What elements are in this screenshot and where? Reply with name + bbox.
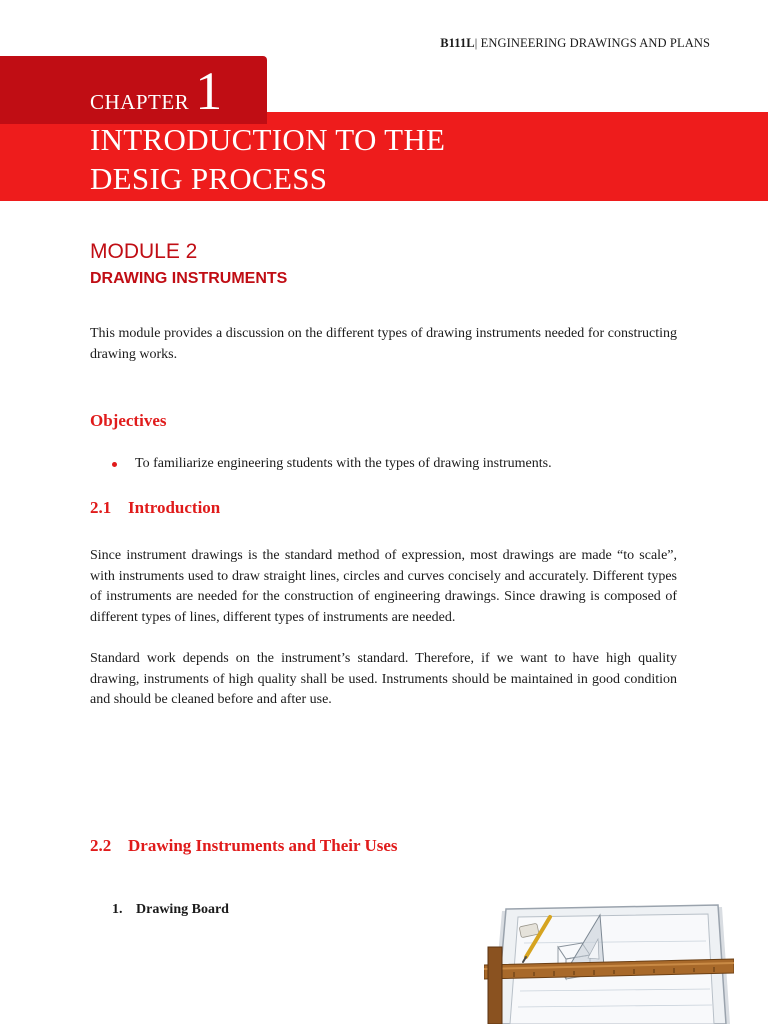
- drawing-board-icon: [484, 903, 734, 1024]
- running-header: [440, 36, 710, 51]
- bullet-icon: [112, 462, 117, 467]
- course-code: B111L: [440, 36, 475, 50]
- intro-paragraph: This module provides a discussion on the different types of drawing instruments needed for constructing drawing works.: [90, 326, 677, 362]
- section-title: Introduction: [128, 498, 221, 517]
- intro-section-paragraph-2: Standard work depends on the instrument’s standard. Therefore, if we want to have high quality drawing, instruments of high quality shall be used. Instruments should be maintained in good condition and should be cleaned before and after use.: [90, 651, 677, 707]
- section-title: Drawing Instruments and Their Uses: [128, 836, 398, 855]
- module-title: MODULE 2: [90, 240, 198, 263]
- course-title: ENGINEERING DRAWINGS AND PLANS: [480, 36, 710, 50]
- chapter-word: CHAPTER: [90, 90, 190, 114]
- chapter-title-line2: DESIG PROCESS: [90, 161, 328, 196]
- chapter-title-line1: INTRODUCTION TO THE: [90, 122, 446, 157]
- list-item: [112, 902, 229, 918]
- drawing-board-illustration: [484, 903, 734, 1024]
- chapter-label: [90, 61, 223, 121]
- section-2-2-heading: [90, 836, 398, 856]
- objective-item: [112, 456, 552, 472]
- objectives-heading: Objectives: [90, 411, 167, 430]
- objective-text: To familiarize engineering students with the types of drawing instruments.: [135, 456, 552, 471]
- module-subtitle: DRAWING INSTRUMENTS: [90, 270, 288, 287]
- section-2-1-heading: [90, 498, 220, 518]
- header-separator: |: [474, 36, 478, 50]
- section-number: 2.1: [90, 498, 112, 517]
- list-label: Drawing Board: [136, 902, 229, 917]
- chapter-title: [90, 120, 730, 198]
- list-number: 1.: [112, 902, 123, 917]
- chapter-number: 1: [195, 61, 223, 121]
- intro-section-paragraph-1: Since instrument drawings is the standard method of expression, most drawings are made “to scale”, with instruments used to draw straight lines, circles and curves concisely and accurately. Different types of instruments are needed for the construction of engineering drawings. Since drawing is composed of different types of lines, different types of instruments are needed.: [90, 548, 677, 625]
- section-number: 2.2: [90, 836, 112, 855]
